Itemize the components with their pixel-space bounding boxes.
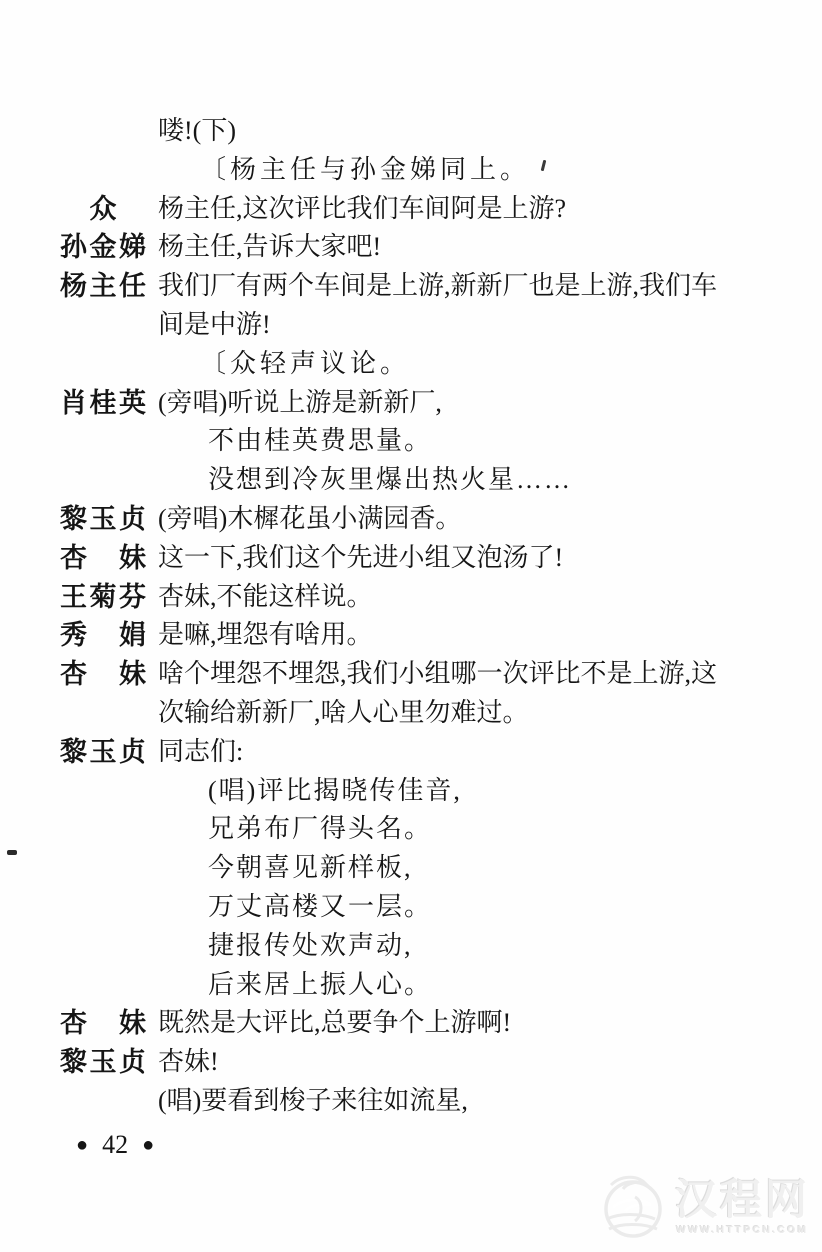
speaker-label: 肖桂英 xyxy=(60,387,146,418)
watermark xyxy=(597,1167,810,1248)
watermark-text xyxy=(675,1179,810,1236)
song-line: 今朝喜见新样板, xyxy=(208,853,413,883)
watermark-site-url: WWW.HTTPCN.COM xyxy=(676,1225,809,1236)
script-line xyxy=(60,733,772,772)
footer-bullet-left: ● xyxy=(76,1134,89,1156)
script-body xyxy=(60,112,772,1121)
dialogue-text: (唱)要看到梭子来往如流星, xyxy=(158,1085,468,1115)
song-line: 万丈高楼又一层。 xyxy=(208,891,433,921)
song-line: 捷报传处欢声动, xyxy=(208,930,413,960)
script-line xyxy=(60,422,772,461)
script-line xyxy=(60,810,772,849)
song-line: 没想到冷灰里爆出热火星…… xyxy=(208,465,573,495)
script-line xyxy=(60,267,772,306)
speaker-label: 杏 妹 xyxy=(60,1008,146,1039)
script-line xyxy=(60,500,772,539)
page-footer xyxy=(76,1126,154,1164)
dialogue-text: 杨主任,这次评比我们车间阿是上游? xyxy=(158,193,567,223)
script-line xyxy=(60,461,772,500)
script-line xyxy=(60,772,772,811)
script-line xyxy=(60,888,772,927)
script-line xyxy=(60,849,772,888)
dialogue-text: 杏妹,不能这样说。 xyxy=(158,581,373,611)
speaker-label: 众 xyxy=(89,193,117,224)
speaker-label: 杏 妹 xyxy=(60,542,146,573)
scan-ink-speck xyxy=(7,850,17,855)
script-line xyxy=(60,306,772,345)
speaker-label: 黎玉贞 xyxy=(60,503,146,534)
dialogue-text: 同志们: xyxy=(158,736,244,766)
script-line xyxy=(60,1043,772,1082)
speaker-label: 秀 娟 xyxy=(60,620,146,651)
dialogue-text: 杏妹! xyxy=(158,1047,219,1077)
footer-bullet-right: ● xyxy=(142,1134,155,1156)
watermark-site-name: 汉程网 xyxy=(674,1178,810,1224)
dialogue-text: 既然是大评比,总要争个上游啊! xyxy=(158,1008,512,1038)
dialogue-text: 我们厂有两个车间是上游,新新厂也是上游,我们车 xyxy=(158,271,718,301)
dialogue-text: 杨主任,告诉大家吧! xyxy=(158,232,382,262)
script-line xyxy=(60,228,772,267)
script-line xyxy=(60,578,772,617)
speaker-label: 孙金娣 xyxy=(60,232,146,263)
speaker-label: 王菊芬 xyxy=(60,581,146,612)
dialogue-text: 喽!(下) xyxy=(158,116,236,145)
script-line xyxy=(60,151,772,190)
song-line: 兄弟布厂得头名。 xyxy=(208,814,433,844)
httpcn-logo-icon xyxy=(597,1167,667,1248)
speaker-label: 黎玉贞 xyxy=(60,1047,146,1078)
script-line xyxy=(60,1004,772,1043)
script-line xyxy=(60,384,772,423)
stage-direction: 〔众轻声议论。 xyxy=(200,348,411,378)
stage-direction: 〔杨主任与孙金娣同上。 xyxy=(200,154,531,184)
script-line xyxy=(60,345,772,384)
dialogue-text: (旁唱)听说上游是新新厂, xyxy=(158,387,442,417)
dialogue-text: 这一下,我们这个先进小组又泡汤了! xyxy=(158,542,564,572)
page-number: 42 xyxy=(102,1130,129,1159)
script-line xyxy=(60,966,772,1005)
script-line xyxy=(60,616,772,655)
script-line xyxy=(60,927,772,966)
script-line xyxy=(60,1082,772,1121)
song-line: (唱)评比揭晓传佳音, xyxy=(208,775,462,805)
dialogue-text: 次输给新新厂,啥人心里勿难过。 xyxy=(158,697,529,727)
dialogue-text: 是嘛,埋怨有啥用。 xyxy=(158,620,373,650)
script-line xyxy=(60,190,772,229)
script-line xyxy=(60,655,772,694)
speaker-label: 杨主任 xyxy=(60,271,146,302)
dialogue-text: (旁唱)木樨花虽小满园香。 xyxy=(158,503,462,533)
script-line xyxy=(60,694,772,733)
dialogue-text: 间是中游! xyxy=(158,309,271,339)
speaker-label: 黎玉贞 xyxy=(60,736,146,767)
script-line xyxy=(60,539,772,578)
dialogue-text: 啥个埋怨不埋怨,我们小组哪一次评比不是上游,这 xyxy=(158,659,718,689)
speaker-label: 杏 妹 xyxy=(60,659,146,690)
song-line: 不由桂英费思量。 xyxy=(208,426,433,456)
song-line: 后来居上振人心。 xyxy=(208,969,433,999)
script-line xyxy=(60,112,772,151)
